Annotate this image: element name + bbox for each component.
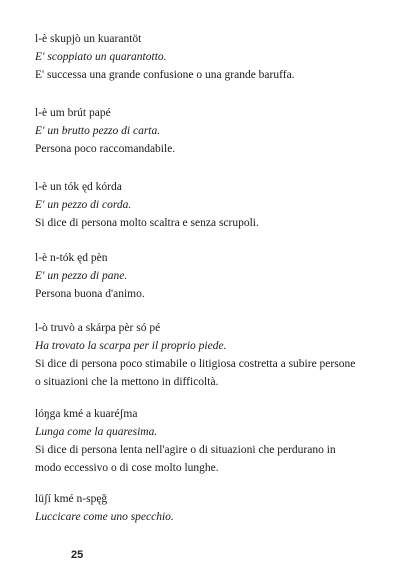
proverb-entry: [35, 405, 413, 477]
meaning-line: Si dice di persona lenta nell'agire o di situazioni che perdurano in: [35, 444, 336, 456]
dialect-phrase: lüʃí kmé n-spęğ: [35, 493, 108, 505]
meaning-line: modo eccessivo o di cose molto lunghe.: [35, 462, 219, 474]
dialect-phrase: l-è n-tók ęd pèn: [35, 252, 108, 264]
page-number: 25: [71, 549, 84, 561]
proverb-entry: [35, 178, 413, 232]
meaning-line: Persona poco raccomandabile.: [35, 143, 176, 155]
proverb-entry: [35, 319, 413, 391]
italian-translation: E' un pezzo di corda.: [35, 199, 132, 211]
italian-translation: E' scoppiato un quarantotto.: [35, 51, 167, 63]
meaning-line: o situazioni che la mettono in difficoltà.: [35, 376, 219, 388]
meaning-line: Si dice di persona molto scaltra e senza scrupoli.: [35, 217, 259, 229]
italian-translation: Luccicare come uno specchio.: [35, 511, 174, 523]
proverb-entry: [35, 249, 413, 303]
dialect-phrase: l-è un tók ęd kórda: [35, 181, 122, 193]
italian-translation: Lunga come la quaresima.: [35, 426, 158, 438]
proverb-entry: [35, 30, 413, 84]
meaning-line: Si dice di persona poco stimabile o litigiosa costretta a subire persone: [35, 358, 356, 370]
proverb-entry: [35, 104, 413, 158]
italian-translation: E' un brutto pezzo di carta.: [35, 125, 161, 137]
italian-translation: E' un pezzo di pane.: [35, 270, 128, 282]
dialect-phrase: l-è um brút papé: [35, 107, 111, 119]
meaning-line: E' successa una grande confusione o una grande baruffa.: [35, 69, 295, 81]
proverb-entry: [35, 490, 413, 526]
italian-translation: Ha trovato la scarpa per il proprio piede.: [35, 340, 227, 352]
dialect-phrase: l-è skupjò un kuarantöt: [35, 33, 142, 45]
dialect-phrase: lóŋga kmé a kuaréʃma: [35, 408, 138, 420]
dialect-phrase: l-ò truvò a skárpa pèr só pé: [35, 322, 161, 334]
meaning-line: Persona buona d'animo.: [35, 288, 145, 300]
